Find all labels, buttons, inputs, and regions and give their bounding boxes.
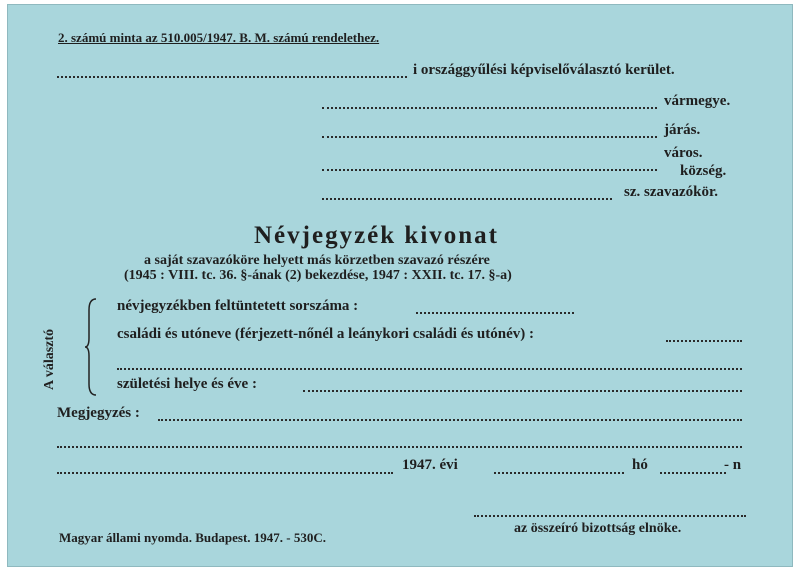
- law-reference: (1945 : VIII. tc. 36. §-ának (2) bekezdése, 1947 : XXII. tc. 17. §-a): [124, 268, 512, 283]
- form-subtitle: a saját szavazóköre helyett más körzetben szavazó részére: [144, 253, 490, 268]
- county-label: vármegye.: [664, 93, 731, 109]
- kozseg-label: község.: [680, 163, 727, 179]
- header-reference: 2. számú minta az 510.005/1947. B. M. számú rendelethez.: [58, 30, 380, 45]
- district-blank[interactable]: [57, 76, 407, 78]
- sorszam-blank[interactable]: [416, 312, 574, 314]
- jaras-blank[interactable]: [322, 136, 657, 138]
- megjegyzes-label: Megjegyzés :: [57, 405, 140, 421]
- year-label: 1947. évi: [402, 457, 458, 473]
- name-blank-1[interactable]: [666, 340, 742, 342]
- district-label: i országgyűlési képviselőválasztó kerület.: [413, 62, 675, 78]
- month-label: hó: [632, 457, 648, 473]
- birth-label: születési helye és éve :: [117, 376, 257, 392]
- jaras-label: járás.: [664, 122, 701, 138]
- month-blank[interactable]: [494, 472, 624, 474]
- day-suffix: - n: [724, 457, 742, 473]
- signature-blank[interactable]: [474, 515, 746, 517]
- varos-label: város.: [664, 145, 703, 161]
- name-blank-2[interactable]: [117, 368, 742, 370]
- form-card: [7, 4, 793, 567]
- voter-side-label: A választó: [42, 328, 57, 390]
- note-blank-2[interactable]: [57, 446, 742, 448]
- signature-caption: az összeíró bizottság elnöke.: [514, 521, 682, 536]
- day-blank[interactable]: [660, 472, 726, 474]
- szavazokor-blank[interactable]: [322, 198, 612, 200]
- printer-note: Magyar állami nyomda. Budapest. 1947. - 530C.: [59, 530, 326, 545]
- szavazokor-label: sz. szavazókör.: [624, 184, 719, 200]
- name-label: családi és utóneve (férjezett-nőnél a leánykori családi és utónév) :: [117, 326, 535, 342]
- form-title: Névjegyzék kivonat: [254, 222, 499, 249]
- curly-brace-icon: [84, 298, 98, 396]
- place-blank[interactable]: [57, 472, 393, 474]
- county-blank[interactable]: [322, 107, 657, 109]
- sorszam-label: névjegyzékben feltüntetett sorszáma :: [117, 298, 359, 314]
- note-blank-1[interactable]: [158, 419, 742, 421]
- birth-blank[interactable]: [303, 390, 742, 392]
- varos-kozseg-blank[interactable]: [322, 169, 657, 171]
